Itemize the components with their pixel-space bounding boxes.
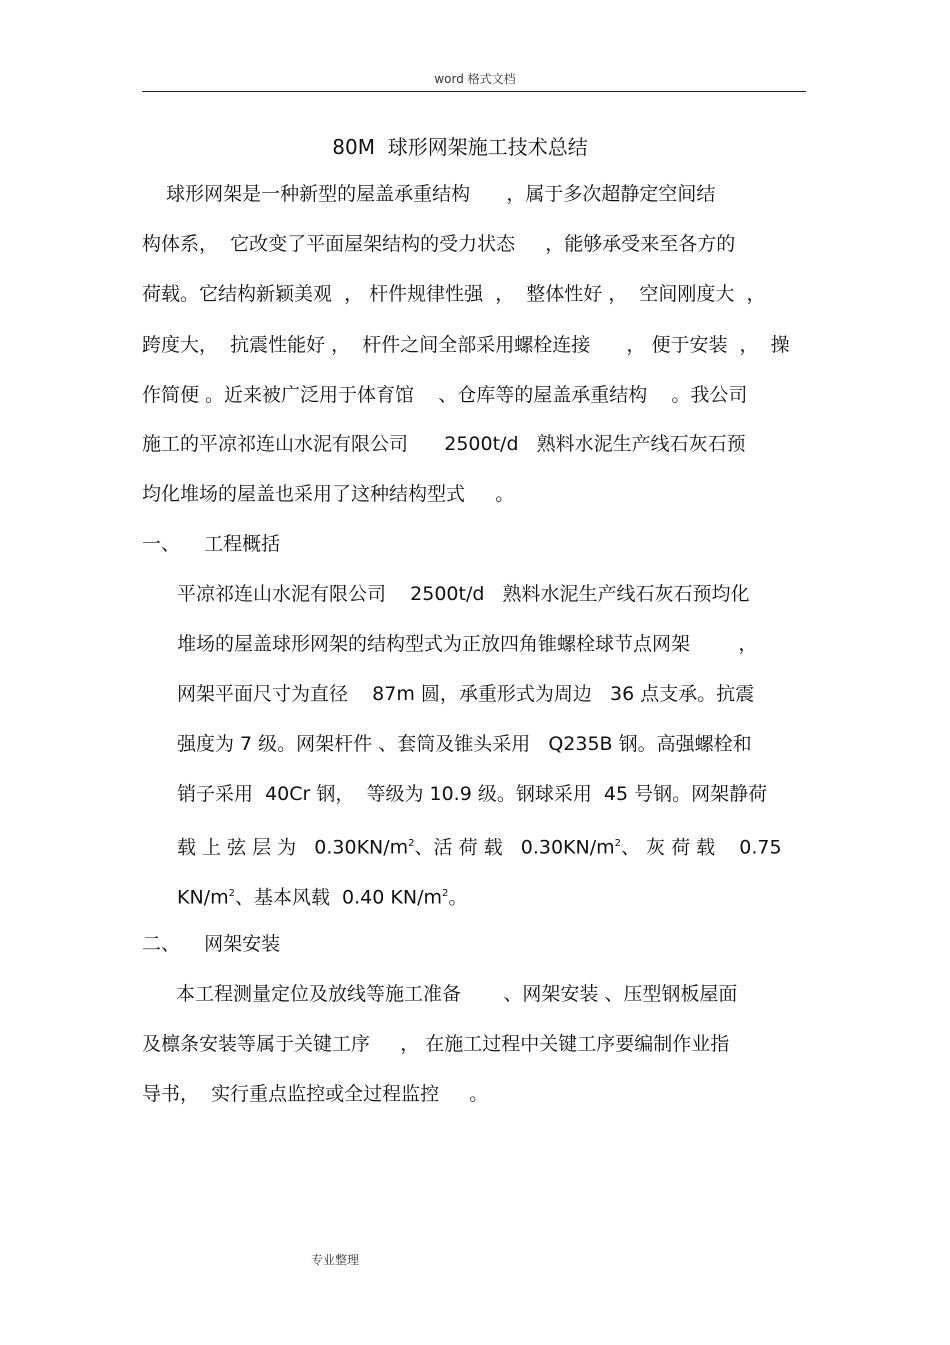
header-rule bbox=[142, 91, 806, 92]
intro-line: 球形网架是一种新型的屋盖承重结构 ，属于多次超静定空间结 bbox=[142, 183, 716, 205]
superscript: 2 bbox=[408, 838, 415, 849]
section-heading: 二、 网架安装 bbox=[142, 933, 281, 955]
superscript: 2 bbox=[228, 888, 235, 899]
section1-line: 强度为 7 级。网架杆件 、套筒及锥头采用 Q235B 钢。高强螺栓和 bbox=[177, 733, 752, 755]
intro-line: 均化堆场的屋盖也采用了这种结构型式 。 bbox=[142, 483, 515, 505]
load-live: 、活 荷 载 0.30KN/m bbox=[414, 836, 615, 859]
document-title: 80M 球形网架施工技术总结 bbox=[332, 135, 588, 159]
section1-line: 网架平面尺寸为直径 87m 圆，承重形式为周边 36 点支承。抗震 bbox=[177, 683, 755, 705]
section1-last-line bbox=[177, 882, 467, 909]
end-mark: 。 bbox=[448, 886, 468, 909]
intro-line: 构体系， 它改变了平面屋架结构的受力状态 ，能够承受来至各方的 bbox=[142, 233, 736, 255]
superscript: 2 bbox=[614, 838, 622, 849]
intro-line: 施工的平凉祁连山水泥有限公司 2500t/d 熟料水泥生产线石灰石预 bbox=[142, 433, 746, 455]
load-dead: 载 上 弦 层 为 0.30KN/m bbox=[177, 836, 409, 859]
intro-line: 荷载。它结构新颖美观 ， 杆件规律性强 ， 整体性好 ， 空间刚度大 ， bbox=[142, 283, 766, 305]
load-ash: 、 灰 荷 载 0.75 bbox=[621, 836, 782, 859]
intro-line: 作简便 。近来被广泛用于体育馆 、仓库等的屋盖承重结构 。我公司 bbox=[142, 384, 748, 406]
section2-line: 导书， 实行重点监控或全过程监控 。 bbox=[142, 1083, 489, 1105]
section2-line: 本工程测量定位及放线等施工准备 、网架安装 、压型钢板屋面 bbox=[170, 983, 738, 1005]
section1-load-line bbox=[177, 832, 782, 859]
section2-line: 及檩条安装等属于关键工序 ， 在施工过程中关键工序要编制作业指 bbox=[142, 1033, 730, 1055]
superscript: 2 bbox=[441, 888, 449, 899]
section-heading: 一、 工程概括 bbox=[142, 533, 281, 555]
section1-line: 堆场的屋盖球形网架的结构型式为正放四角锥螺栓球节点网架 ， bbox=[177, 633, 758, 655]
intro-line: 跨度大， 抗震性能好 ， 杆件之间全部采用螺栓连接 ， 便于安装 ， 操 bbox=[142, 334, 790, 356]
load-ash-unit: KN/m bbox=[177, 886, 229, 909]
page-header: word 格式文档 bbox=[434, 72, 516, 86]
load-wind: 、基本风载 0.40 KN/m bbox=[234, 886, 442, 909]
section1-line: 销子采用 40Cr 钢， 等级为 10.9 级。钢球采用 45 号钢。网架静荷 bbox=[177, 783, 768, 805]
section1-line: 平凉祁连山水泥有限公司 2500t/d 熟料水泥生产线石灰石预均化 bbox=[177, 583, 750, 605]
page-footer: 专业整理 bbox=[311, 1253, 360, 1267]
